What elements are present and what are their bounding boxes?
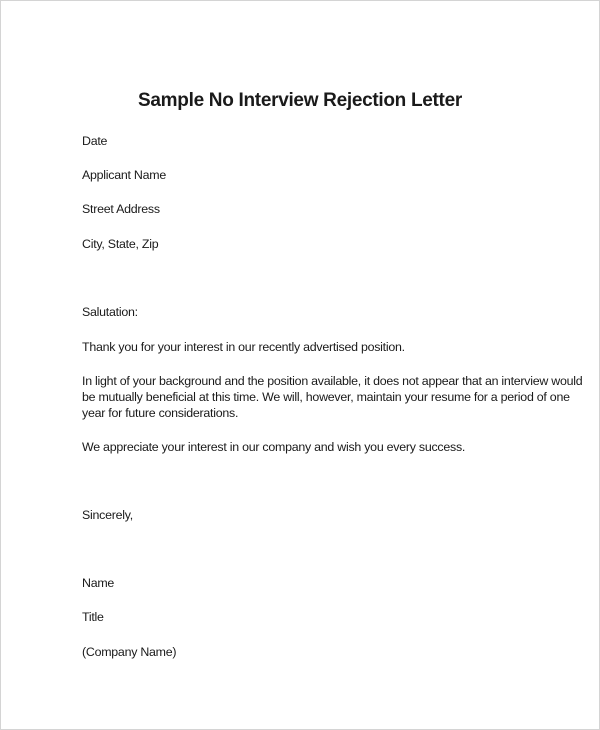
paragraph-decision — [82, 373, 583, 421]
date-line: Date — [82, 134, 108, 148]
paragraph-decision-line: In light of your background and the position available, it does not appear that an interview would — [82, 374, 583, 388]
paragraph-decision-line: year for future considerations. — [82, 406, 239, 420]
letter-title: Sample No Interview Rejection Letter — [138, 90, 462, 111]
salutation-line: Salutation: — [82, 305, 138, 319]
applicant-name-line: Applicant Name — [82, 168, 166, 182]
signer-name-line: Name — [82, 576, 115, 590]
company-name-line: (Company Name) — [82, 645, 177, 659]
signer-title-line: Title — [82, 610, 104, 624]
paragraph-appreciation: We appreciate your interest in our company and wish you every success. — [82, 440, 466, 454]
paragraph-interest: Thank you for your interest in our recently advertised position. — [82, 340, 405, 354]
street-address-line: Street Address — [82, 202, 160, 216]
city-state-zip-line: City, State, Zip — [82, 237, 159, 251]
closing-line: Sincerely, — [82, 508, 133, 522]
paragraph-decision-line: be mutually beneficial at this time. We will, however, maintain your resume for a period of one — [82, 390, 570, 404]
